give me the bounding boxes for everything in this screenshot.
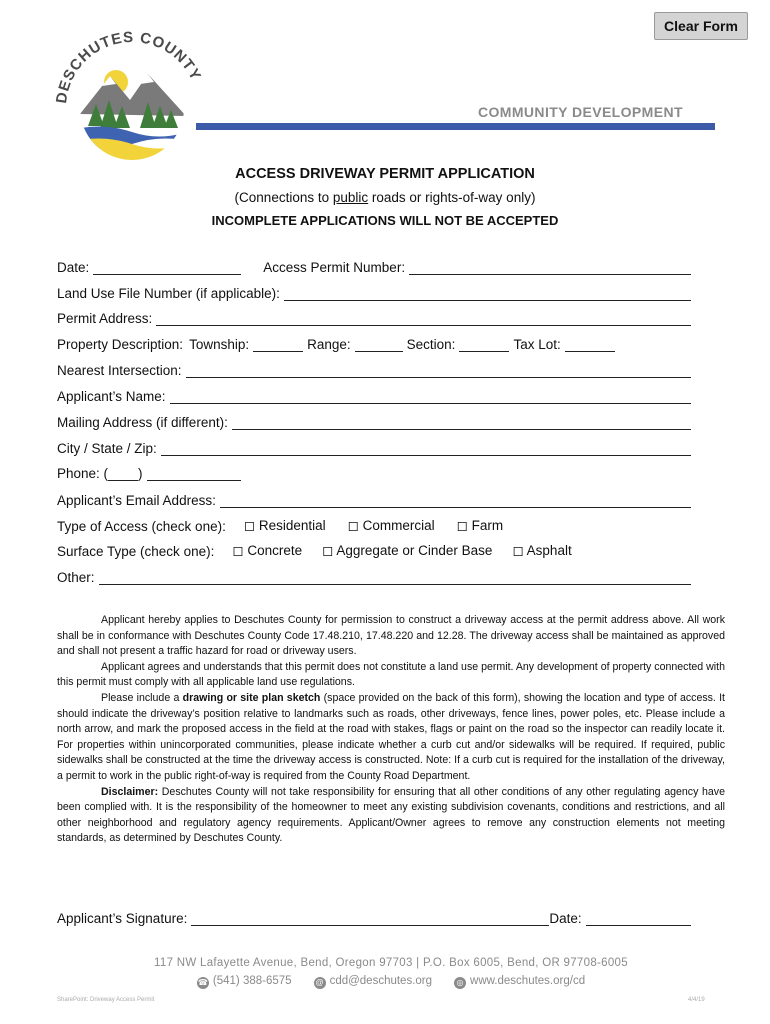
access-residential-checkbox[interactable]: ◻ Residential	[243, 518, 326, 533]
mailing-address-field[interactable]	[232, 417, 691, 430]
globe-icon: ◎	[454, 977, 466, 989]
footer-doc-name: SharePoint: Driveway Access Permit	[57, 997, 155, 1003]
surface-aggregate-checkbox[interactable]: ◻ Aggregate or Cinder Base	[322, 543, 493, 558]
access-permit-number-field[interactable]	[409, 262, 691, 275]
city-state-zip-field[interactable]	[161, 443, 691, 456]
range-label: Range:	[307, 337, 351, 352]
footer-email[interactable]: @ cdd@deschutes.org	[315, 975, 433, 987]
clear-form-button[interactable]: Clear Form	[654, 12, 748, 40]
form-title: ACCESS DRIVEWAY PERMIT APPLICATION	[235, 166, 535, 182]
phone-label: Phone: (	[57, 466, 109, 481]
phone-area-code-field[interactable]	[108, 468, 138, 481]
logo-arc-text: DESCHUTES COUNTY	[53, 30, 205, 105]
signature-date-label: Date:	[549, 911, 582, 926]
tax-lot-field[interactable]	[565, 339, 615, 352]
row-city-state-zip	[57, 438, 691, 456]
applicant-name-field[interactable]	[170, 391, 691, 404]
surface-asphalt-checkbox[interactable]: ◻ Asphalt	[512, 543, 572, 558]
property-description-label: Property Description:	[57, 337, 184, 352]
row-property-description	[57, 334, 691, 352]
township-field[interactable]	[253, 339, 303, 352]
footer-phone: ☎ (541) 388-6575	[197, 975, 292, 987]
mailing-address-label: Mailing Address (if different):	[57, 415, 228, 430]
signature-row	[57, 908, 691, 926]
row-date	[57, 257, 691, 275]
terms-paragraph-2: Applicant agrees and understands that this permit does not constitute a land use permit. Any development of property connected with this permit must comply with all applicable land use regulations.	[57, 660, 725, 689]
row-email	[57, 490, 691, 508]
nearest-intersection-field[interactable]	[186, 365, 691, 378]
signature-label: Applicant’s Signature:	[57, 911, 188, 926]
row-nearest-intersection	[57, 360, 691, 378]
other-field[interactable]	[99, 572, 691, 585]
row-type-of-access	[57, 516, 691, 534]
signature-field[interactable]	[191, 913, 549, 926]
header-rule	[196, 123, 715, 130]
permit-address-label: Permit Address:	[57, 311, 153, 326]
access-permit-number-label: Access Permit Number:	[263, 260, 406, 275]
land-use-file-field[interactable]	[284, 288, 691, 301]
signature-date-field[interactable]	[586, 913, 691, 926]
at-icon: @	[315, 978, 324, 987]
footer-web[interactable]: ◎ www.deschutes.org/cd	[454, 975, 585, 989]
department-name: COMMUNITY DEVELOPMENT	[478, 104, 683, 120]
range-field[interactable]	[355, 339, 403, 352]
nearest-intersection-label: Nearest Intersection:	[57, 363, 182, 378]
applicant-name-label: Applicant’s Name:	[57, 389, 166, 404]
date-label: Date:	[57, 260, 90, 275]
city-state-zip-label: City / State / Zip:	[57, 441, 157, 456]
terms-text	[57, 613, 725, 847]
footer-address: 117 NW Lafayette Avenue, Bend, Oregon 97703 | P.O. Box 6005, Bend, OR 97708-6005	[154, 957, 628, 969]
incomplete-warning: INCOMPLETE APPLICATIONS WILL NOT BE ACCEPTED	[211, 213, 559, 228]
surface-concrete-checkbox[interactable]: ◻ Concrete	[232, 543, 303, 558]
access-commercial-checkbox[interactable]: ◻ Commercial	[347, 518, 435, 533]
type-of-access-label: Type of Access (check one):	[57, 519, 226, 534]
date-field[interactable]	[93, 262, 241, 275]
row-applicant-name	[57, 386, 691, 404]
terms-paragraph-3: Please include a drawing or site plan sketch (space provided on the back of this form), showing the location and type of access. It should indicate the driveway’s position relative to landmarks such as roads, other driveways, fence lines, power poles, etc. Please include a north arrow, and mark the proposed access in the field at the road with stakes, flags or paint on the road so the inspector can readily locate it. For properties within unincorporated communities, please indicate whether a curb cut and/or sidewalks will be required. If required, public sidewalks shall be constructed at the time the driveway access is constructed. Note: If a curb cut is required for the installation of the driveway, a permit to work in the public right-of-way is required from the County Road Department.	[57, 691, 726, 782]
other-label: Other:	[57, 570, 95, 585]
row-permit-address	[57, 308, 691, 326]
tax-lot-label: Tax Lot:	[513, 337, 561, 352]
disclaimer-paragraph: Disclaimer: Deschutes County will not take responsibility for ensuring that all other conditions of any other regulating agency have been complied with. It is the responsibility of the homeowner to meet any existing subdivision covenants, conditions and restrictions, and all other neighborhood and regulatory agency requirements. Applicant/Owner agrees to remove any construction elements not meeting standards, as determined by Deschutes County.	[57, 785, 725, 845]
row-other	[57, 567, 691, 585]
surface-type-label: Surface Type (check one):	[57, 544, 215, 559]
township-label: Township:	[189, 337, 250, 352]
terms-paragraph-1: Applicant hereby applies to Deschutes County for permission to construct a driveway access at the permit address above. All work shall be in conformance with Deschutes County Code 17.48.210, 17.48.220 and 12.28. The driveway access shall be maintained as approved and shall not present a traffic hazard for road or driveway users.	[57, 614, 725, 658]
email-label: Applicant’s Email Address:	[57, 493, 216, 508]
phone-paren-close: )	[138, 466, 143, 481]
access-farm-checkbox[interactable]: ◻ Farm	[456, 518, 504, 533]
section-label: Section:	[406, 337, 456, 352]
deschutes-county-logo	[52, 30, 206, 170]
section-field[interactable]	[459, 339, 509, 352]
phone-number-field[interactable]	[147, 468, 241, 481]
footer-contacts	[0, 975, 770, 989]
row-mailing-address	[57, 412, 691, 430]
footer-doc-date: 4/4/19	[688, 997, 705, 1003]
row-phone	[57, 463, 691, 481]
row-land-use	[57, 283, 691, 301]
land-use-file-label: Land Use File Number (if applicable):	[57, 286, 280, 301]
email-field[interactable]	[220, 495, 691, 508]
phone-icon: ☎	[197, 978, 208, 987]
permit-address-field[interactable]	[156, 313, 691, 326]
row-surface-type	[57, 541, 691, 559]
form-subtitle: (Connections to public roads or rights-of-way only)	[234, 190, 536, 205]
